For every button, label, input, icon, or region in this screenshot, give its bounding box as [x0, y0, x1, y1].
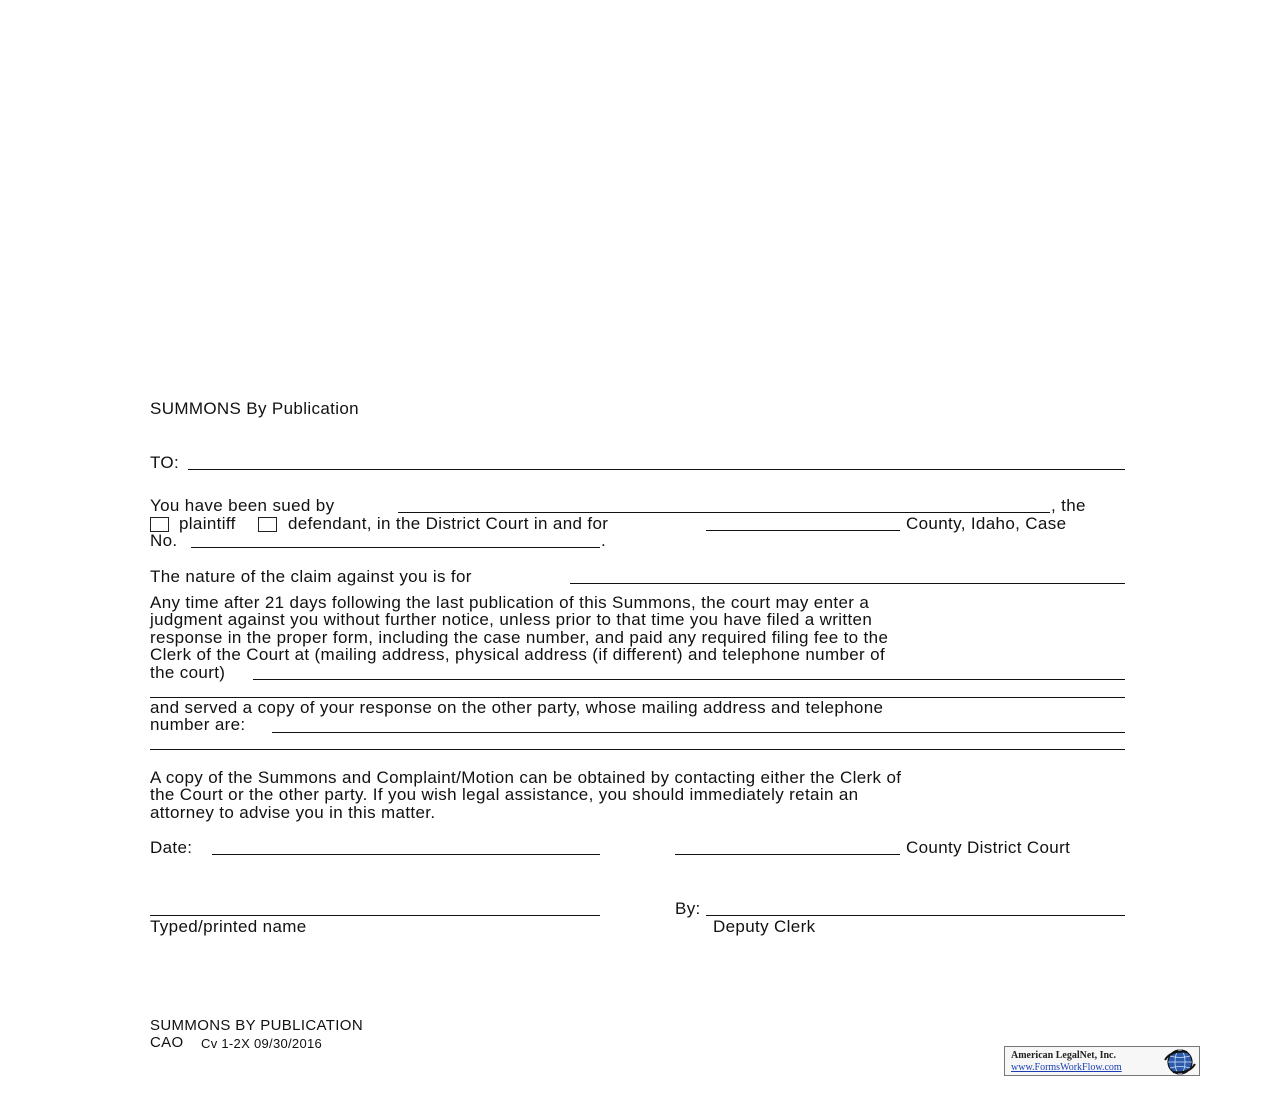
footer-form-name: SUMMONS BY PUBLICATION: [150, 1017, 364, 1034]
case-no-label: No.: [150, 531, 178, 550]
defendant-checkbox[interactable]: [258, 517, 277, 532]
county-idaho-label: County, Idaho, Case: [906, 514, 1067, 533]
to-label: TO:: [150, 453, 180, 472]
other-party-address-field-2[interactable]: [150, 749, 1125, 750]
by-label: By:: [675, 899, 701, 918]
para1-line: the court): [150, 663, 226, 682]
date-field[interactable]: [212, 854, 600, 855]
para1-line: response in the proper form, including the case number, and paid any required filing fee to the: [150, 628, 889, 647]
sued-by-field[interactable]: [398, 512, 1050, 513]
other-party-address-field[interactable]: [272, 732, 1125, 733]
nature-label: The nature of the claim against you is for: [150, 567, 472, 586]
american-legalnet-logo[interactable]: [1004, 1046, 1200, 1076]
date-label: Date:: [150, 838, 193, 857]
case-number-field[interactable]: [191, 547, 600, 548]
globe-icon: [1161, 1048, 1199, 1076]
para2-line: attorney to advise you in this matter.: [150, 803, 436, 822]
logo-company: American LegalNet, Inc.: [1011, 1050, 1116, 1061]
para2-line: A copy of the Summons and Complaint/Motion can be obtained by contacting either the Clerk of: [150, 768, 902, 787]
para2-line: the Court or the other party. If you wish legal assistance, you should immediately retain an: [150, 785, 859, 804]
clerk-signature-field[interactable]: [706, 915, 1125, 916]
served-line: number are:: [150, 715, 246, 734]
form-title: SUMMONS By Publication: [150, 399, 359, 418]
to-field[interactable]: [188, 469, 1125, 470]
case-no-period: .: [601, 531, 607, 550]
county-field[interactable]: [706, 530, 900, 531]
served-line: and served a copy of your response on the other party, whose mailing address and telephone: [150, 698, 884, 717]
footer-code: Cv 1-2X 09/30/2016: [201, 1036, 323, 1051]
logo-url-link[interactable]: www.FormsWorkFlow.com: [1011, 1062, 1122, 1073]
defendant-label: defendant, in the District Court in and for: [288, 514, 609, 533]
sued-by-label: You have been sued by: [150, 496, 335, 515]
deputy-clerk-label: Deputy Clerk: [713, 917, 816, 936]
county-district-court-label: County District Court: [906, 838, 1071, 857]
plaintiff-checkbox[interactable]: [150, 517, 169, 532]
para1-line: Clerk of the Court at (mailing address, physical address (if different) and telephone number of: [150, 645, 886, 664]
plaintiff-label: plaintiff: [179, 514, 236, 533]
footer-cao: CAO: [150, 1034, 184, 1051]
typed-name-label: Typed/printed name: [150, 917, 307, 936]
para1-line: judgment against you without further notice, unless prior to that time you have filed a written: [150, 610, 873, 629]
court-address-field[interactable]: [253, 679, 1125, 680]
para1-line: Any time after 21 days following the last publication of this Summons, the court may enter a: [150, 593, 870, 612]
typed-name-field[interactable]: [150, 915, 600, 916]
sued-by-suffix: , the: [1051, 496, 1086, 515]
district-county-field[interactable]: [675, 854, 900, 855]
nature-field[interactable]: [570, 583, 1125, 584]
